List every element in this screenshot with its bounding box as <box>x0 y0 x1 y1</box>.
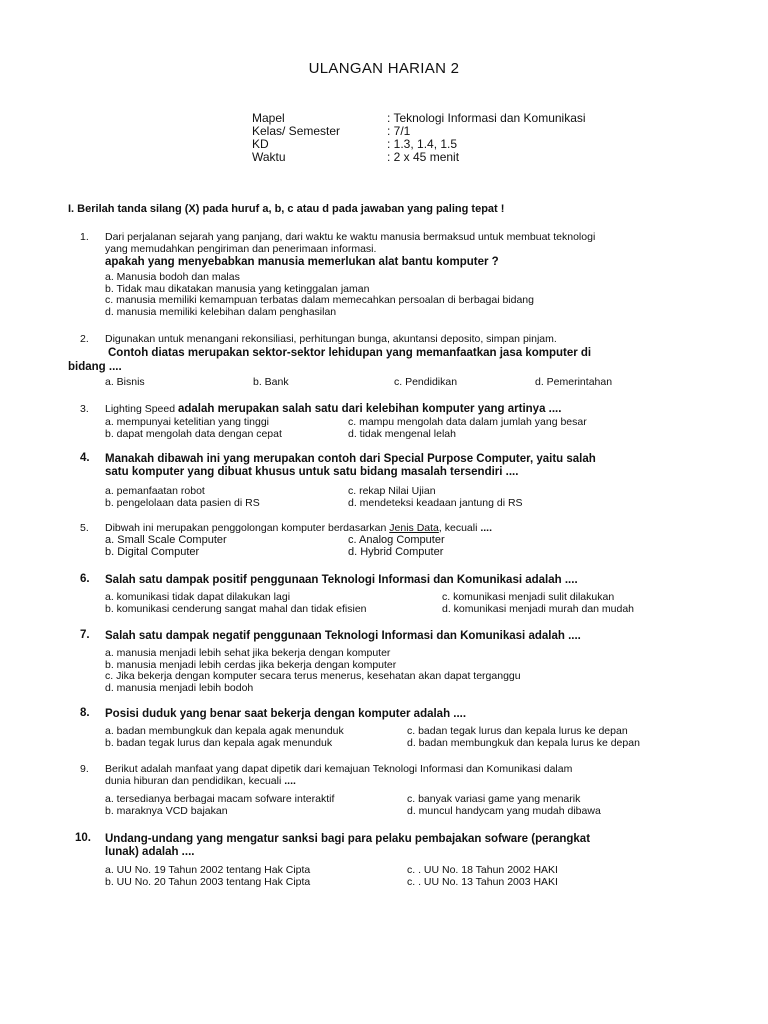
question-stem: Digunakan untuk menangani rekonsiliasi, perhitungan bunga, akuntansi deposito, simpan pinjam. <box>105 333 557 345</box>
option-d[interactable]: d. Hybrid Computer <box>348 545 444 558</box>
option-a[interactable]: a. komunikasi tidak dapat dilakukan lagi <box>105 591 291 603</box>
options-grid <box>105 535 698 559</box>
question-stem-end: , kecuali <box>438 522 478 534</box>
question-5 <box>80 523 698 559</box>
option-a[interactable]: a. badan membungkuk dan kepala agak menunduk <box>105 725 344 737</box>
option-d[interactable]: d. mendeteksi keadaan jantung di RS <box>348 497 523 509</box>
question-stem: Manakah dibawah ini yang merupakan contoh dari Special Purpose Computer, yaitu salah <box>105 453 596 465</box>
option-d[interactable]: c. . UU No. 13 Tahun 2003 HAKI <box>407 876 558 888</box>
option-c[interactable]: c. . UU No. 18 Tahun 2002 HAKI <box>407 864 558 876</box>
question-7 <box>80 630 698 694</box>
option-c[interactable]: c. komunikasi menjadi sulit dilakukan <box>442 591 615 603</box>
option-b[interactable]: b. Digital Computer <box>105 545 200 558</box>
question-stem: Dari perjalanan sejarah yang panjang, dari waktu ke waktu manusia bermaksud untuk membuat teknologi <box>105 231 596 243</box>
option-c[interactable]: c. badan tegak lurus dan kepala lurus ke depan <box>407 725 628 737</box>
meta-value: : 1.3, 1.4, 1.5 <box>387 137 458 151</box>
option-d[interactable]: d. tidak mengenal lelah <box>348 427 456 440</box>
question-number: 9. <box>80 763 89 775</box>
option-b[interactable]: b. badan tegak lurus dan kepala agak menunduk <box>105 737 333 749</box>
question-8 <box>80 708 698 750</box>
question-stem: Undang-undang yang mengatur sanksi bagi para pelaku pembajakan sofware (perangkat <box>105 833 591 845</box>
option-b[interactable]: b. Tidak mau dikatakan manusia yang ketinggalan jaman <box>105 282 370 295</box>
options-grid <box>105 592 698 616</box>
question-stem: Salah satu dampak negatif penggunaan Teknologi Informasi dan Komunikasi adalah .... <box>105 630 581 642</box>
option-a[interactable]: a. UU No. 19 Tahun 2002 tentang Hak Cipta <box>105 864 311 876</box>
option-b[interactable]: b. komunikasi cenderung sangat mahal dan tidak efisien <box>105 603 367 615</box>
option-d[interactable]: d. Pemerintahan <box>535 375 613 388</box>
option-c[interactable]: c. Jika bekerja dengan komputer secara terus menerus, kesehatan akan dapat terganggu <box>105 670 521 682</box>
option-d[interactable]: d. muncul handycam yang mudah dibawa <box>407 805 601 817</box>
option-d[interactable]: d. manusia menjadi lebih bodoh <box>105 681 254 694</box>
question-stem: yang memudahkan pengiriman dan penerimaan informasi. <box>105 242 377 255</box>
option-d[interactable]: d. manusia memiliki kelebihan dalam penghasilan <box>105 305 337 318</box>
question-number: 7. <box>80 629 90 641</box>
option-b[interactable]: b. pengelolaan data pasien di RS <box>105 497 260 509</box>
question-stem: Salah satu dampak positif penggunaan Teknologi Informasi dan Komunikasi adalah .... <box>105 574 578 586</box>
options-grid <box>105 794 698 818</box>
option-a[interactable]: a. manusia menjadi lebih sehat jika bekerja dengan komputer <box>105 647 391 659</box>
options-list <box>105 648 698 694</box>
meta-value: : 2 x 45 menit <box>387 150 460 164</box>
option-a[interactable]: a. Manusia bodoh dan malas <box>105 271 240 283</box>
option-d[interactable]: d. komunikasi menjadi murah dan mudah <box>442 603 635 615</box>
option-b[interactable]: b. Bank <box>253 375 289 388</box>
options-list <box>105 272 698 318</box>
question-number: 10. <box>75 832 91 844</box>
question-subprompt: bidang .... <box>68 360 122 373</box>
meta-value: : 7/1 <box>387 124 411 138</box>
question-10 <box>75 832 698 889</box>
option-c[interactable]: c. mampu mengolah data dalam jumlah yang besar <box>348 415 587 428</box>
option-a[interactable]: a. tersedianya berbagai macam sofware interaktif <box>105 793 335 805</box>
option-a[interactable]: a. Bisnis <box>105 375 145 388</box>
instruction: I. Berilah tanda silang (X) pada huruf a, b, c atau d pada jawaban yang paling tepat ! <box>68 203 505 215</box>
question-stem-underlined: Jenis Data <box>389 522 439 534</box>
question-stem: lunak) adalah .... <box>105 846 195 858</box>
options-grid <box>105 486 698 510</box>
question-2 <box>68 333 698 389</box>
question-stem: Posisi duduk yang benar saat bekerja dengan komputer adalah .... <box>105 708 467 720</box>
question-3 <box>80 404 698 441</box>
question-number: 5. <box>80 522 89 534</box>
meta-label: Mapel <box>252 111 285 125</box>
options-grid <box>105 865 698 889</box>
question-number: 3. <box>80 403 89 415</box>
question-number: 6. <box>80 573 90 585</box>
question-term: Lighting Speed <box>105 403 176 415</box>
question-stem: Dibwah ini merupakan penggolongan komputer berdasarkan <box>105 522 387 534</box>
question-stem: satu komputer yang dibuat khusus untuk satu bidang masalah tersendiri .... <box>105 466 519 478</box>
question-subprompt: Contoh diatas merupakan sektor-sektor lehidupan yang memanfaatkan jasa komputer di <box>108 346 592 359</box>
question-stem: adalah merupakan salah satu dari kelebihan komputer yang artinya .... <box>177 403 562 415</box>
question-4 <box>80 453 698 510</box>
option-c[interactable]: c. Analog Computer <box>348 533 445 546</box>
option-b[interactable]: b. maraknya VCD bajakan <box>105 805 228 817</box>
options-grid <box>105 417 698 441</box>
question-number: 4. <box>80 452 90 464</box>
question-stem: Berikut adalah manfaat yang dapat dipetik dari kemajuan Teknologi Informasi dan Komunikasi dalam <box>105 763 573 775</box>
meta-label: KD <box>252 137 269 151</box>
options-row <box>105 377 698 389</box>
question-number: 1. <box>80 231 89 243</box>
meta-label: Kelas/ Semester <box>252 124 341 138</box>
question-subprompt: apakah yang menyebabkan manusia memerlukan alat bantu komputer ? <box>105 256 499 268</box>
option-c[interactable]: c. rekap Nilai Ujian <box>348 485 436 497</box>
option-c[interactable]: c. banyak variasi game yang menarik <box>407 793 581 805</box>
meta-label: Waktu <box>252 150 286 164</box>
question-6 <box>80 574 698 616</box>
question-dots: .... <box>284 774 296 787</box>
options-grid <box>105 726 698 750</box>
question-stem: dunia hiburan dan pendidikan, kecuali <box>105 774 282 787</box>
option-b[interactable]: b. dapat mengolah data dengan cepat <box>105 427 282 440</box>
question-number: 8. <box>80 707 90 719</box>
question-9 <box>80 764 698 818</box>
option-b[interactable]: b. UU No. 20 Tahun 2003 tentang Hak Cipta <box>105 876 311 888</box>
page-title: ULANGAN HARIAN 2 <box>308 60 460 77</box>
meta-row-time <box>252 151 586 164</box>
exam-meta <box>252 112 586 164</box>
option-b[interactable]: b. manusia menjadi lebih cerdas jika bekerja dengan komputer <box>105 658 397 671</box>
option-a[interactable]: a. Small Scale Computer <box>105 533 227 546</box>
option-a[interactable]: a. pemanfaatan robot <box>105 485 205 497</box>
option-c[interactable]: c. Pendidikan <box>394 375 458 388</box>
option-a[interactable]: a. mempunyai ketelitian yang tinggi <box>105 415 270 428</box>
option-d[interactable]: d. badan membungkuk dan kepala lurus ke depan <box>407 737 640 749</box>
option-c[interactable]: c. manusia memiliki kemampuan terbatas dalam memecahkan persoalan di berbagai bidang <box>105 294 534 306</box>
question-dots: .... <box>480 522 493 534</box>
question-1 <box>80 232 698 318</box>
meta-value: : Teknologi Informasi dan Komunikasi <box>387 111 586 125</box>
question-number: 2. <box>80 333 89 345</box>
